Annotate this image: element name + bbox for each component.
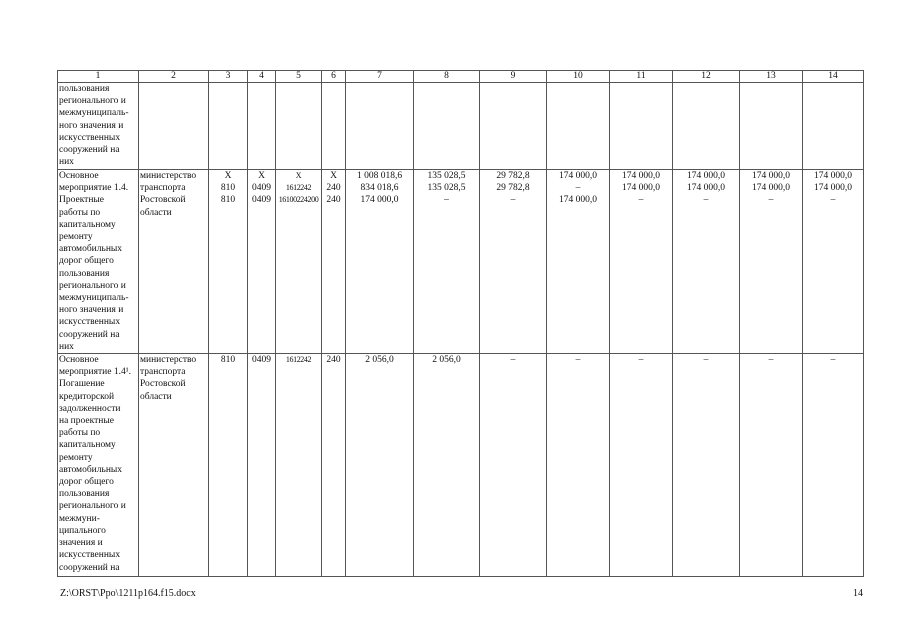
year-cell bbox=[414, 83, 480, 170]
column-header: 3 bbox=[209, 71, 248, 83]
table-header-row bbox=[58, 71, 864, 83]
column-header: 2 bbox=[139, 71, 209, 83]
table-row bbox=[58, 170, 864, 354]
target-article-cell: Х 1612242 16100224200 bbox=[276, 170, 322, 354]
column-header: 7 bbox=[346, 71, 414, 83]
column-header: 5 bbox=[276, 71, 322, 83]
year-cell bbox=[740, 83, 803, 170]
year-cell: – bbox=[480, 354, 547, 577]
footer-file-path: Z:\ORST\Ppo\1211p164.f15.docx bbox=[60, 588, 196, 599]
total-cell: 2 056,0 bbox=[346, 354, 414, 577]
activity-name-cell: Основное мероприятие 1.4¹. Погашение кредиторской задолженности на проектные работы по капитальному ремонту автомобильных дорог общего пользования регионального и межмуни- ципального значения и искусственных сооружений на bbox=[58, 354, 139, 577]
table-row bbox=[58, 354, 864, 577]
section-cell bbox=[248, 83, 276, 170]
expense-type-cell: 240 bbox=[322, 354, 346, 577]
total-cell: 1 008 018,6 834 018,6 174 000,0 bbox=[346, 170, 414, 354]
grbs-cell: 810 bbox=[209, 354, 248, 577]
activity-name-cell: Основное мероприятие 1.4. Проектные работы по капитальному ремонту автомобильных дорог общего пользования регионального и межмуниципаль- ного значения и искусственных сооружений на них bbox=[58, 170, 139, 354]
section-cell: Х 0409 0409 bbox=[248, 170, 276, 354]
grbs-cell: Х 810 810 bbox=[209, 170, 248, 354]
column-header: 8 bbox=[414, 71, 480, 83]
column-header: 14 bbox=[803, 71, 864, 83]
expense-type-cell: Х 240 240 bbox=[322, 170, 346, 354]
year-cell: – bbox=[547, 354, 610, 577]
year-cell: – bbox=[610, 354, 673, 577]
year-cell: – bbox=[740, 354, 803, 577]
column-header: 1 bbox=[58, 71, 139, 83]
column-header: 12 bbox=[673, 71, 740, 83]
executor-cell: министерство транспорта Ростовской области bbox=[139, 354, 209, 577]
total-cell bbox=[346, 83, 414, 170]
column-header: 6 bbox=[322, 71, 346, 83]
year-cell: 29 782,8 29 782,8 – bbox=[480, 170, 547, 354]
expense-type-cell bbox=[322, 83, 346, 170]
section-cell: 0409 bbox=[248, 354, 276, 577]
year-cell bbox=[803, 83, 864, 170]
year-cell bbox=[610, 83, 673, 170]
table-row bbox=[58, 83, 864, 170]
column-header: 10 bbox=[547, 71, 610, 83]
year-cell: 174 000,0 174 000,0 – bbox=[610, 170, 673, 354]
year-cell: – bbox=[803, 354, 864, 577]
executor-cell: министерство транспорта Ростовской области bbox=[139, 170, 209, 354]
executor-cell bbox=[139, 83, 209, 170]
target-article-cell bbox=[276, 83, 322, 170]
page-number: 14 bbox=[853, 588, 863, 599]
column-header: 13 bbox=[740, 71, 803, 83]
year-cell: 2 056,0 bbox=[414, 354, 480, 577]
year-cell: 174 000,0 174 000,0 – bbox=[803, 170, 864, 354]
year-cell: 174 000,0 – 174 000,0 bbox=[547, 170, 610, 354]
activity-name-cell: пользования регионального и межмуниципаль- ного значения и искусственных сооружений на них bbox=[58, 83, 139, 170]
year-cell bbox=[547, 83, 610, 170]
column-header: 4 bbox=[248, 71, 276, 83]
year-cell bbox=[480, 83, 547, 170]
year-cell: 174 000,0 174 000,0 – bbox=[740, 170, 803, 354]
target-article-cell: 1612242 bbox=[276, 354, 322, 577]
year-cell: – bbox=[673, 354, 740, 577]
column-header: 9 bbox=[480, 71, 547, 83]
grbs-cell bbox=[209, 83, 248, 170]
year-cell: 135 028,5 135 028,5 – bbox=[414, 170, 480, 354]
budget-table bbox=[57, 70, 864, 577]
column-header: 11 bbox=[610, 71, 673, 83]
year-cell bbox=[673, 83, 740, 170]
year-cell: 174 000,0 174 000,0 – bbox=[673, 170, 740, 354]
